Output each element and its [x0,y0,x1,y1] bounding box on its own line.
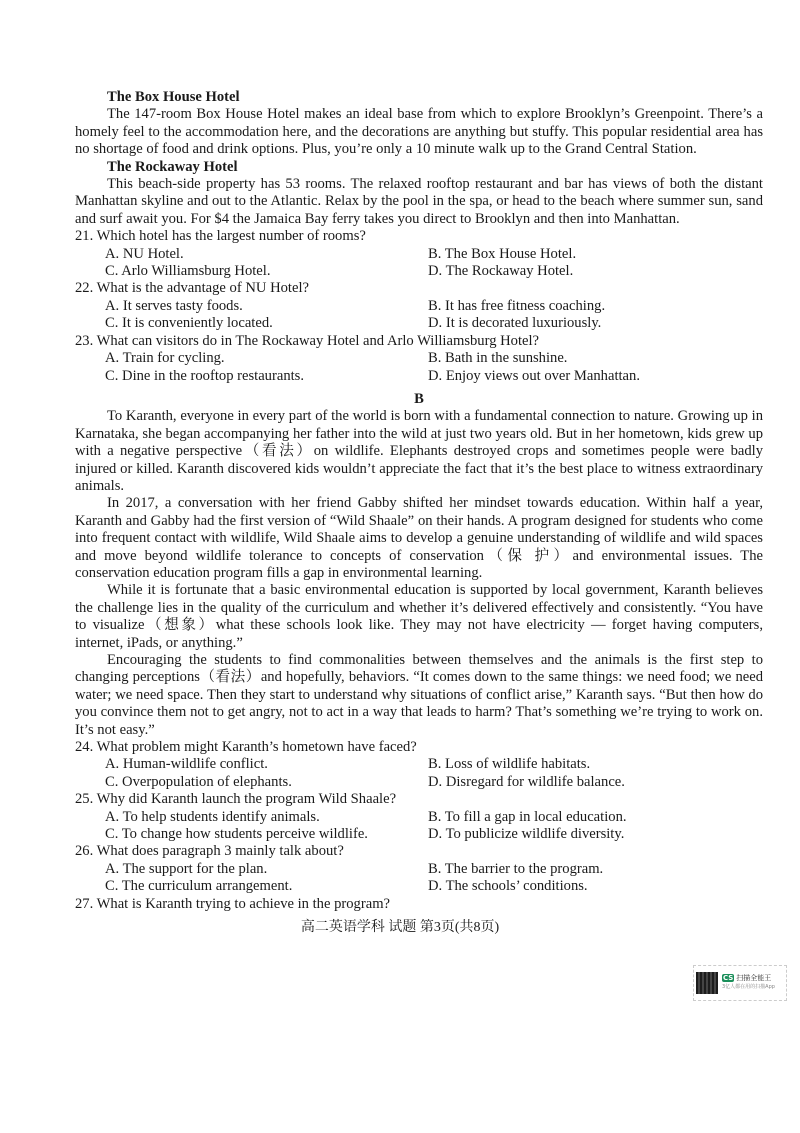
questions-a [75,228,763,385]
option: A. It serves tasty foods. [105,297,243,314]
watermark-brand: 扫描全能王 [736,973,772,982]
question-text: 21. Which hotel has the largest number of rooms? [75,228,366,245]
option: B. The barrier to the program. [428,860,604,877]
option: D. The schools’ conditions. [428,878,588,895]
option: C. It is conveniently located. [105,315,273,332]
paragraph: Encouraging the students to find commonalities between themselves and the animals is the first step to changing perceptions（看法）and hopefully, behaviors. “It comes down to the same things: we need food; we need water; we need space. Then they start to understand why situations of conflict arise,” Karanth says. “But then how do you convince them not to get angry, not to act in a way that leads to harm? That’s something we’re trying to work on. It’s not easy.” [75,652,763,738]
question-text: 22. What is the advantage of NU Hotel? [75,280,309,297]
option: A. The support for the plan. [105,860,268,877]
option: D. To publicize wildlife diversity. [428,826,625,843]
option: A. Train for cycling. [105,350,225,367]
option: B. It has free fitness coaching. [428,297,606,314]
hotels-section [75,89,763,228]
watermark-text [722,974,775,992]
option: B. Bath in the sunshine. [428,350,568,367]
hotel-title: The Box House Hotel [107,89,240,105]
question-text: 24. What problem might Karanth’s hometown have faced? [75,739,417,756]
paragraph: While it is fortunate that a basic environmental education is supported by local government, Karanth believes the challenge lies in the quality of the curriculum and whether it’s delivered effectively and consistently. “You have to visualize（想象）what these schools look like. They may not have electricity — forget having computers, internet, iPads, or anything.” [75,582,763,651]
option: D. The Rockaway Hotel. [428,263,574,280]
hotel-title: The Rockaway Hotel [107,158,238,175]
paragraph: To Karanth, everyone in every part of the world is born with a fundamental connection to nature. Growing up in Karnataka, she began accompanying her father into the wild at just two years old. But in her hometown, kids grew up with a negative perspective（看法）on wildlife. Elephants destroyed crops and sometimes people were badly injured or killed. Karanth discovered kids wouldn’t appreciate the fact that it’s the best place to witness extraordinary animals. [75,408,763,494]
qr-code-icon [696,972,718,994]
option: B. To fill a gap in local education. [428,808,627,825]
cs-badge-icon: CS [723,973,734,982]
question-24 [75,739,763,791]
question-text: 27. What is Karanth trying to achieve in the program? [75,895,391,912]
question-27 [75,896,763,913]
question-text: 23. What can visitors do in The Rockaway Hotel and Arlo Williamsburg Hotel? [75,332,540,349]
questions-b [75,739,763,913]
page-footer: 高二英语学科 试题 第3页(共8页) [300,920,500,936]
question-26 [75,843,763,895]
option: B. Loss of wildlife habitats. [428,756,591,773]
watermark-tagline: 3亿人都在用的扫描App [722,983,775,990]
option: A. NU Hotel. [105,245,184,262]
scanner-watermark [693,965,787,1001]
option: C. Overpopulation of elephants. [105,773,292,790]
paragraph: In 2017, a conversation with her friend Gabby shifted her mindset towards education. Within half a year, Karanth and Gabby had the first version of “Wild Shaale” on their hands. A program designed for students who come into frequent contact with wildlife, Wild Shaale aims to develop a genuine understanding of wildlife and wild spaces and move beyond wildlife tolerance to concepts of conservation（保 护）and environmental issues. The conservation education program fills a gap in environmental learning. [75,495,763,581]
hotel-description: This beach-side property has 53 rooms. The relaxed rooftop restaurant and bar has views of both the distant Manhattan skyline and out to the Atlantic. Relax by the pool in the spa, or head to the beach where summer sun, sand and surf await you. For $4 the Jamaica Bay ferry takes you direct to Brooklyn and then into Manhattan. [75,176,763,227]
question-23 [75,333,763,385]
question-21 [75,228,763,280]
option: C. Dine in the rooftop restaurants. [105,367,304,384]
option: C. To change how students perceive wildlife. [105,826,368,843]
option: A. To help students identify animals. [105,808,320,825]
page-content [75,0,775,1001]
option: B. The Box House Hotel. [428,245,577,262]
question-text: 25. Why did Karanth launch the program Wild Shaale? [75,791,397,808]
question-text: 26. What does paragraph 3 mainly talk about? [75,843,344,860]
option: A. Human-wildlife conflict. [105,756,268,773]
option: D. It is decorated luxuriously. [428,315,602,332]
hotel-description: The 147-room Box House Hotel makes an ideal base from which to explore Brooklyn’s Greenpoint. There’s a homely feel to the accommodation here, and the decorations are anything but stuffy. This popular residential area has no shortage of food and drink options. Plus, you’re only a 10 minute walk up to the Grand Central Station. [75,106,763,158]
option: C. Arlo Williamsburg Hotel. [105,263,271,280]
section-title: B [414,390,424,407]
option: D. Disregard for wildlife balance. [428,773,625,790]
question-25 [75,791,763,843]
question-22 [75,280,763,332]
section-b [75,391,763,739]
option: C. The curriculum arrangement. [105,878,293,895]
option: D. Enjoy views out over Manhattan. [428,367,640,384]
